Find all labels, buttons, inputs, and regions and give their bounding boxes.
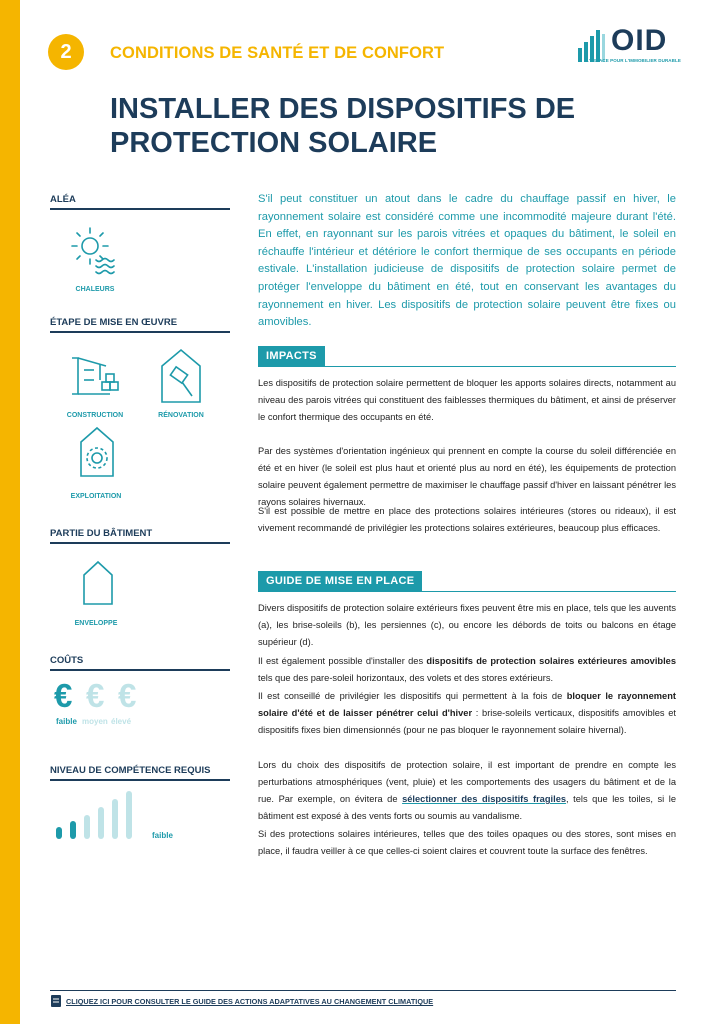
section-title: CONDITIONS DE SANTÉ ET DE CONFORT [110,44,445,62]
heading-underline [258,591,676,592]
guide-paragraph-2: Il est également possible d'installer des dispositifs de protection solaires extérieures amovibles tels que des pare-soleil horizontaux, des volets et des stores extérieurs. [258,656,677,683]
competence-bar [112,799,118,839]
guide-paragraph-4: Lors du choix des dispositifs de protection solaire, il est important de prendre en compte les perturbations atmosphériques (vent, pluie) et les comportements des usagers du bâtiment et de la rue. Par exemple, on évitera de sélectionner des dispositifs fragiles, tels que les toiles, si le bâtiment est exposé à des vents forts ou soumis au vandalisme. [258,760,676,821]
cost-label-moyen: moyen [82,717,108,726]
cost-label-eleve: élevé [111,717,132,726]
competence-bar [70,821,76,839]
intro-paragraph: S'il peut constituer un atout dans le cadre du chauffage passif en hiver, le rayonnement solaire est considéré comme une incommodité majeure durant l'été. En effet, en rayonnant sur les parois vitrées et opaques du bâtiment, le soleil en réchauffe l'intérieur et détériore le confort thermique de ses occupants en période estivale. L'installation judicieuse de dispositifs de protection solaire permet de protéger l'enveloppe du bâtiment en été, tout en conservant les avantages du rayonnement en hiver. Les dispositifs de protection solaire peuvent être fixes ou amovibles. [258,193,676,329]
construction-icon [70,350,126,400]
impacts-paragraph-3: S'il est possible de mettre en place des protections solaires intérieures (stores ou rideaux), il est vivement recommandé de privilégier les protections solaires extérieures, beaucoup plus efficaces. [258,506,676,533]
renovation-icon [158,348,204,404]
guide-paragraph-3: Il est conseillé de privilégier les dispositifs qui permettent à la fois de bloquer le rayonnement solaire d'été et de laisser pénétrer celui d'hiver : brise-soleils verticaux, dispositifs amovibles et dispositifs fixes bien dimensionnés (pour ne pas bloquer le rayonnement solaire hivernal). [258,691,677,735]
divider [50,331,230,333]
competence-heading: NIVEAU DE COMPÉTENCE REQUIS [50,765,211,776]
cost-label-faible: faible [56,717,77,726]
heat-sun-icon [66,226,118,276]
impacts-paragraph-2: Par des systèmes d'orientation ingénieux qui prennent en compte la course du soleil différenciée en été et en hiver (le soleil est plus haut et orienté plus au nord en été), les équipements de protection solaire peuvent également permettre de maximiser le chauffage passif d'hiver en laissant pénétrer les rayons solaires hivernaux. [258,446,676,507]
footer-guide-link[interactable]: CLIQUEZ ICI POUR CONSULTER LE GUIDE DES ACTIONS ADAPTATIVES AU CHANGEMENT CLIMATIQUE [66,997,434,1006]
cost-euro-icon: € [86,677,105,714]
etape-heading: ÉTAPE DE MISE EN ŒUVRE [50,317,178,328]
alea-heading: ALÉA [50,194,76,205]
divider [50,669,230,671]
enveloppe-caption: ENVELOPPE [74,620,118,627]
enveloppe-house-icon [82,560,114,606]
competence-bar [126,791,132,839]
page-title: INSTALLER DES DISPOSITIFS DE PROTECTION SOLAIRE [110,93,576,159]
guide-paragraph-5: Si des protections solaires intérieures, telles que des toiles opaques ou des stores, sont mises en place, il faudra veiller à ce que celles-ci soient claires et couvrent toute la surface des fenêtres. [258,829,676,856]
exploitation-icon [78,426,116,478]
competence-bar [56,827,62,839]
exploitation-caption: EXPLOITATION [70,493,122,500]
divider [50,542,230,544]
fragile-devices-link[interactable]: sélectionner des dispositifs fragiles [402,794,567,804]
competence-bar [98,807,104,839]
chaleurs-caption: CHALEURS [75,286,115,293]
competence-bar [84,815,90,839]
divider [50,779,230,781]
competence-label: faible [152,831,173,840]
cost-euro-icon: € [118,677,137,714]
divider [50,208,230,210]
section-number-badge: 2 [48,34,84,70]
guide-heading: GUIDE DE MISE EN PLACE [258,571,422,592]
logo-tagline: L'ESPACE POUR L'IMMOBILIER DURABLE [586,58,681,63]
partie-heading: PARTIE DU BÂTIMENT [50,528,153,539]
footer-divider [50,990,676,991]
renovation-caption: RÉNOVATION [158,412,204,419]
construction-caption: CONSTRUCTION [66,412,124,419]
impacts-heading: IMPACTS [258,346,325,367]
document-icon [50,994,62,1008]
impacts-paragraph-1: Les dispositifs de protection solaire permettent de bloquer les apports solaires directs, notamment au niveau des parois vitrées qui constituent des faiblesses thermiques du bâtiment, et ainsi de préserver le confort thermique des occupants en été. [258,378,676,422]
couts-heading: COÛTS [50,655,84,666]
left-accent-stripe [0,0,20,1024]
logo-text: OID [611,24,668,57]
guide-paragraph-1: Divers dispositifs de protection solaire extérieurs fixes peuvent être mis en place, tels que les auvents (a), les brise-soleils (b), les persiennes (c), ou encore les débords de toits ou balcons en étage supérieur (d). [258,603,676,647]
cost-euro-icon: € [54,677,73,714]
heading-underline [258,366,676,367]
